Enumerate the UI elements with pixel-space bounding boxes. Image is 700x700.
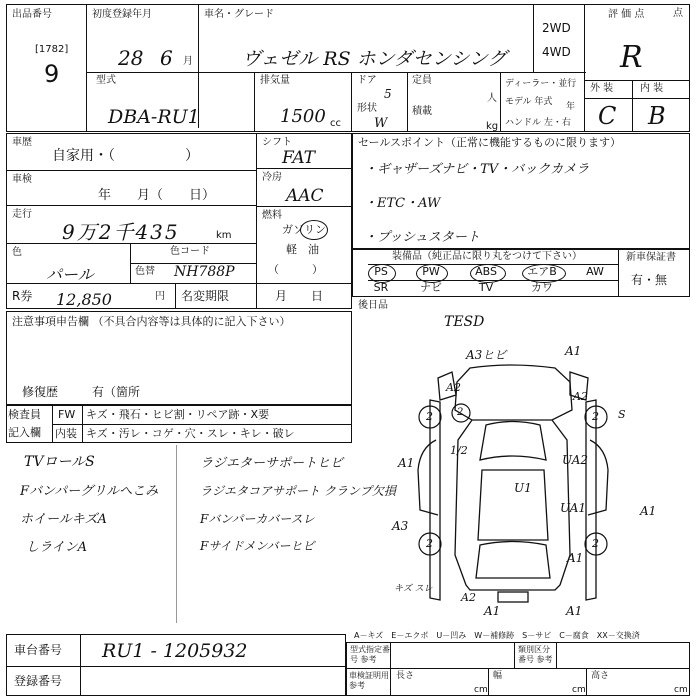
shape-label: 形状: [357, 103, 377, 114]
diagram-mark: A1: [484, 604, 501, 618]
class-no-label: 類別区分番号 参考: [518, 645, 553, 664]
first-reg-year: 28: [118, 46, 144, 70]
equip-abs: ABS: [475, 265, 497, 278]
drive-4wd: 4WD: [542, 45, 571, 59]
interior-label: 内 装: [640, 83, 664, 94]
diagram-mark: A1: [567, 551, 584, 565]
diagram-mark: A3ヒビ: [466, 348, 507, 362]
diagram-mark: 1/2: [450, 444, 468, 457]
diagram-mark: UA2: [562, 453, 589, 467]
color-label: 色: [12, 247, 22, 258]
displacement-label: 排気量: [260, 75, 290, 86]
note-right: ラジエターサポートヒビ: [200, 456, 344, 471]
color-code-value: NH788P: [174, 264, 235, 280]
height-cm-unit: cm: [674, 685, 688, 695]
diagram-mark: U1: [514, 481, 532, 495]
aftermarket-label: 後日品: [358, 300, 388, 311]
diagram-mark: A2: [461, 591, 476, 604]
model-value: DBA-RU1: [108, 106, 200, 128]
diagram-mark: A1: [398, 456, 415, 470]
repair-value: 有（箇所: [92, 385, 141, 399]
sales-points-label: セールスポイント（正常に機能するものに限ります）: [358, 136, 622, 149]
equip-airbag: エアB: [527, 265, 557, 278]
equip-sr: SR: [373, 281, 389, 294]
sales-point-item: ・ETC・AW: [364, 196, 441, 211]
diagram-mark: A1: [640, 504, 657, 518]
equip-pw: PW: [422, 265, 440, 278]
transfer-label: 名変期限: [181, 289, 230, 303]
shift-value: FAT: [282, 148, 316, 168]
inspector-label: 検査員: [8, 408, 41, 421]
person-unit: 人: [487, 93, 497, 104]
score-label: 評 価 点: [608, 9, 645, 20]
diagram-mark: A2: [446, 381, 461, 394]
fuel-other: （ ）: [268, 263, 323, 276]
score-value: R: [620, 40, 643, 75]
equip-aw: AW: [586, 265, 604, 278]
kg-unit: kg: [486, 121, 499, 132]
diagram-mark: 2: [426, 410, 433, 423]
entry-label: 記入欄: [8, 426, 41, 439]
history-value: 自家用・（ ）: [52, 148, 199, 164]
diagram-mark: S: [618, 408, 626, 421]
note-right: ラジエタコアサポート クランプ欠損: [200, 484, 396, 498]
height-label: 高さ: [591, 671, 610, 681]
diagram-mark: 2: [457, 407, 464, 418]
load-label: 積載: [412, 106, 432, 117]
shape-value: W: [374, 116, 388, 131]
lot-no: 9: [44, 60, 60, 88]
fuel-gasoline: ガソリン: [282, 223, 326, 236]
ac-value: AAC: [286, 186, 324, 206]
inspection-value: 年 月（ 日）: [98, 188, 216, 203]
width-label: 幅: [493, 671, 503, 681]
chassis-label: 車台番号: [14, 643, 63, 657]
recycle-value: 12,850: [56, 290, 112, 309]
length-label: 長さ: [396, 671, 415, 681]
note-left: Fバンパーグリルへこみ: [20, 484, 159, 499]
first-reg-month: 6: [160, 46, 173, 70]
transfer-value: 月 日: [275, 289, 324, 303]
handle-label: ハンドル 左・右: [505, 118, 571, 128]
aftermarket-value: TESD: [444, 314, 485, 330]
color-code-label: 色コード: [170, 246, 210, 257]
sales-point-item: ・プッシュスタート: [364, 230, 480, 245]
equip-ps: PS: [374, 265, 388, 278]
lot-no-label: 出品番号: [12, 9, 52, 20]
interior-value: B: [648, 102, 666, 130]
note-right: Fサイドメンバーヒビ: [200, 539, 315, 553]
fuel-label: 燃料: [262, 210, 282, 221]
mileage-value: 9万2千435: [62, 220, 180, 244]
color-value: パール: [46, 265, 94, 284]
dealer-label: ディーラー・並行: [505, 79, 577, 89]
shift-label: シフト: [262, 137, 292, 148]
year-unit: 年: [566, 102, 576, 112]
km-unit: km: [216, 230, 232, 241]
equip-leather: カワ: [531, 281, 553, 294]
drive-2wd: 2WD: [542, 21, 571, 35]
displacement-value: 1500: [280, 106, 326, 127]
equipment-label: 装備品（純正品に限り丸をつけて下さい）: [392, 251, 582, 262]
first-reg-label: 初度登録年月: [92, 9, 152, 20]
exterior-value: C: [598, 102, 617, 130]
diagram-mark: A2: [573, 390, 588, 403]
declaration-label: 注意事項申告欄 （不具合内容等は具体的に記入下さい）: [12, 315, 291, 328]
door-label: ドア: [357, 75, 377, 86]
equip-tv: TV: [478, 281, 494, 294]
car-name: ヴェゼル RS ホンダセンシング: [242, 48, 507, 70]
month-unit: 月: [183, 56, 193, 67]
repair-label: 修復歴: [22, 385, 59, 399]
diagram-mark: 2: [592, 410, 599, 423]
diagram-mark: UA1: [560, 501, 587, 515]
damage-legend: A－キズ E－エクボ U－凹み W－補修跡 S－サビ C－腐食 XX－交換済: [354, 631, 640, 640]
diagram-mark: キズ スレ: [394, 584, 433, 594]
cert-label: 車検証明用 参考: [349, 671, 389, 690]
diagram-mark: A1: [565, 344, 582, 358]
chassis-value: RU1 - 1205932: [102, 640, 248, 662]
yen-unit: 円: [155, 291, 165, 302]
score-note: 点: [673, 8, 683, 19]
inspection-label: 車検: [12, 174, 32, 185]
ac-label: 冷房: [262, 172, 282, 183]
model-label: 型式: [96, 75, 116, 86]
warranty-label: 新車保証書: [626, 252, 676, 263]
note-left: しラインA: [26, 540, 87, 555]
reg-label: 登録番号: [14, 674, 63, 688]
car-name-label: 車名・グレード: [204, 9, 274, 20]
warranty-value: 有・無: [631, 273, 668, 287]
diagram-mark: 2: [426, 537, 433, 550]
interior-items-label: 内装: [55, 427, 77, 440]
sales-point-item: ・ギャザーズナビ・TV・バックカメラ: [364, 162, 590, 177]
cc-unit: cc: [330, 118, 341, 129]
lot-small: [1782]: [35, 44, 69, 55]
length-cm-unit: cm: [474, 685, 488, 695]
width-cm-unit: cm: [572, 685, 586, 695]
mileage-label: 走行: [12, 209, 32, 220]
note-left: TVロールS: [24, 454, 95, 470]
spec-no-label: 型式指定番号 参考: [350, 645, 390, 664]
diagram-mark: A3: [392, 519, 409, 533]
door-value: 5: [384, 87, 392, 101]
fuel-diesel: 軽 油: [286, 243, 319, 256]
diagram-mark: 2: [592, 537, 599, 550]
fw-items: キズ・飛石・ヒビ割・リペア跡・X要: [86, 408, 270, 421]
fuel-gasoline-circle: [300, 220, 328, 240]
diagram-mark: A1: [566, 604, 583, 618]
interior-items: キズ・汚レ・コゲ・穴・スレ・キレ・破レ: [86, 427, 295, 440]
capacity-label: 定員: [412, 75, 432, 86]
note-right: Fバンパーカバースレ: [200, 512, 315, 526]
fw-label: FW: [58, 408, 76, 421]
recycle-label: R券: [12, 289, 33, 303]
note-left: ホイールキズA: [20, 512, 107, 527]
history-label: 車歴: [12, 137, 32, 148]
model-year-label: モデル 年式: [505, 97, 553, 107]
color-change-label: 色替: [135, 266, 155, 277]
exterior-label: 外 装: [590, 83, 614, 94]
equip-navi: ナビ: [420, 281, 442, 294]
